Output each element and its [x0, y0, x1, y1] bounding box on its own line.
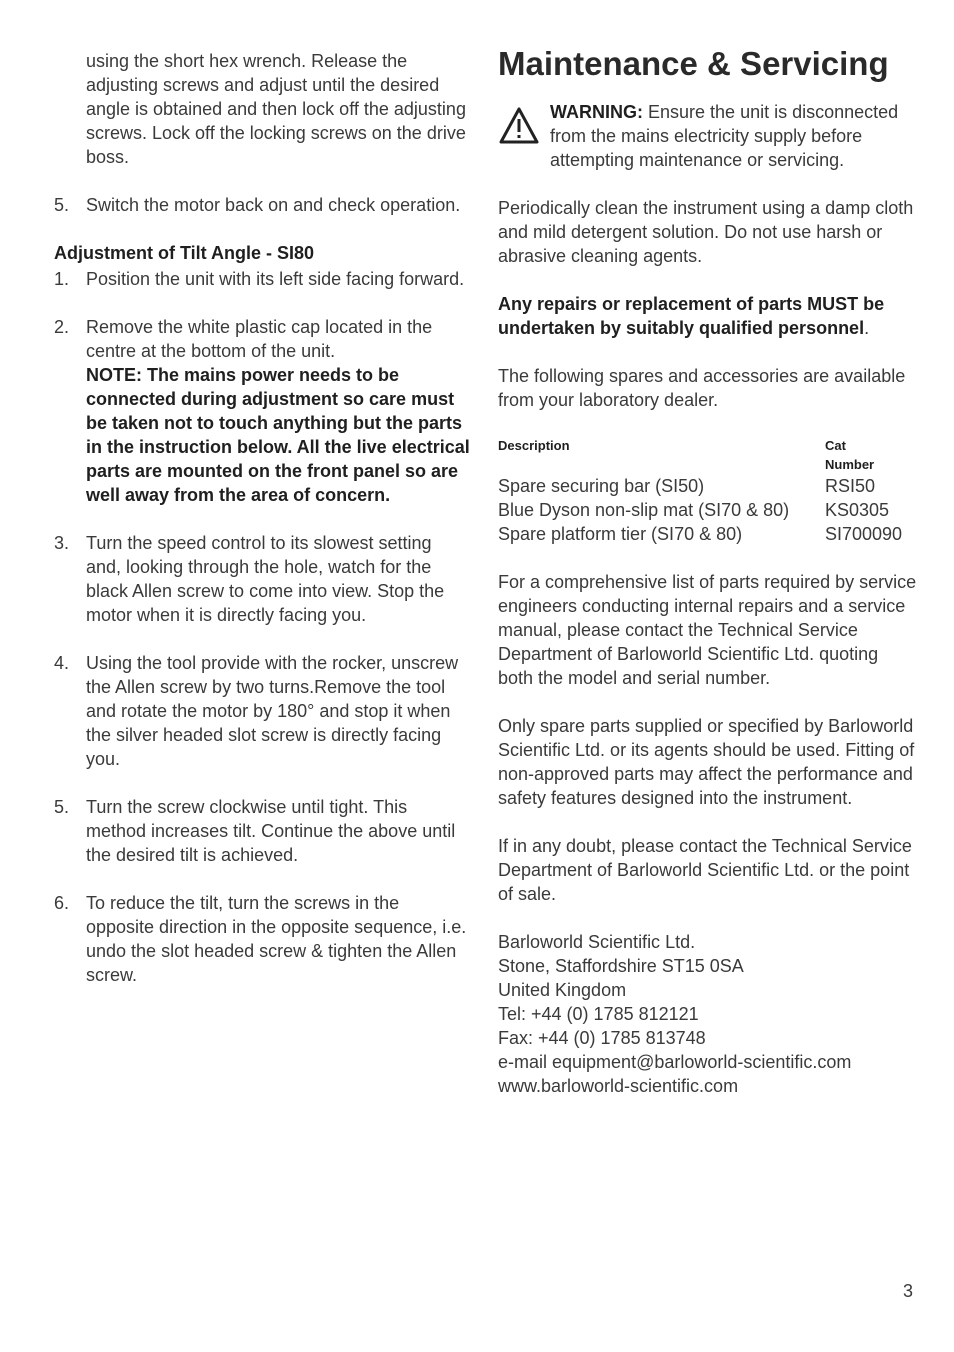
- step-text: To reduce the tilt, turn the screws in the opposite direction in the opposite sequence, i.e. undo the slot headed screw & tighten the Allen screw.: [86, 893, 467, 985]
- column-header-description: Description: [498, 438, 570, 453]
- right-column: [498, 42, 918, 1098]
- approved-parts-paragraph: Only spare parts supplied or specified by Barloworld Scientific Ltd. or its agents should be used. Fitting of non-approved parts may affect the performance and safety features designed into the instrument.: [498, 716, 915, 808]
- company-address: [498, 930, 918, 1098]
- step-text: Turn the speed control to its slowest setting and, looking through the hole, watch for the black Allen screw to come into view. Stop the motor when it is directly facing you.: [86, 533, 445, 625]
- section-heading-tilt: Adjustment of Tilt Angle - SI80: [54, 243, 315, 263]
- tilt-step-5: [54, 795, 470, 867]
- cleaning-paragraph: Periodically clean the instrument using a damp cloth and mild detergent solution. Do not use harsh or abrasive cleaning agents.: [498, 198, 914, 266]
- tilt-step-4: [54, 651, 470, 771]
- address-email: e-mail equipment@barloworld-scientific.com: [498, 1052, 852, 1072]
- repairs-notice: Any repairs or replacement of parts MUST be undertaken by suitably qualified personnel: [498, 294, 885, 338]
- address-tel: Tel: +44 (0) 1785 812121: [498, 1004, 699, 1024]
- tilt-step-6: [54, 891, 470, 987]
- address-website: www.barloworld-scientific.com: [498, 1076, 739, 1096]
- step-5-motor: [54, 193, 470, 217]
- spare-cat-number: SI700090: [825, 524, 903, 544]
- table-row: [498, 474, 918, 498]
- parts-list-paragraph: For a comprehensive list of parts required by service engineers conducting internal repairs and a service manual, please contact the Technical Service Department of Barloworld Scientific Ltd. quoting both the model and serial number.: [498, 572, 917, 688]
- address-town: Stone, Staffordshire ST15 0SA: [498, 956, 744, 976]
- spares-table: [498, 436, 918, 546]
- step-number: 1.: [54, 269, 70, 289]
- address-fax: Fax: +44 (0) 1785 813748: [498, 1028, 706, 1048]
- safety-note: NOTE: The mains power needs to be connected during adjustment so care must be taken not to touch anything but the parts in the instruction below. All the live electrical parts are mounted on the front panel so are well away from the area of concern.: [86, 365, 470, 505]
- step-number: 6.: [54, 893, 70, 913]
- left-column: [54, 49, 470, 1011]
- warning-label: WARNING:: [550, 102, 643, 122]
- repairs-paragraph: [498, 292, 918, 340]
- table-header-row: [498, 436, 918, 474]
- spare-cat-number: RSI50: [825, 476, 876, 496]
- page-title: Maintenance & Servicing: [498, 45, 889, 82]
- spare-cat-number: KS0305: [825, 500, 890, 520]
- step-number: 3.: [54, 533, 70, 553]
- step-number: 5.: [54, 797, 70, 817]
- step-text: Remove the white plastic cap located in the centre at the bottom of the unit.: [86, 317, 433, 361]
- step-number: 5.: [54, 195, 70, 215]
- column-header-number: Number: [825, 457, 875, 472]
- step-text: Turn the screw clockwise until tight. This method increases tilt. Continue the above until the desired tilt is achieved.: [86, 797, 456, 865]
- tilt-step-3: [54, 531, 470, 627]
- warning-box: [498, 100, 918, 172]
- column-header-cat-number: [825, 436, 918, 474]
- warning-triangle-icon: [498, 106, 540, 146]
- repairs-period: .: [864, 318, 870, 338]
- table-row: [498, 522, 918, 546]
- spares-intro: The following spares and accessories are available from your laboratory dealer.: [498, 366, 906, 410]
- contact-paragraph: If in any doubt, please contact the Technical Service Department of Barloworld Scientific Ltd. or the point of sale.: [498, 836, 912, 904]
- spare-description: Blue Dyson non-slip mat (SI70 & 80): [498, 500, 790, 520]
- warning-text: Ensure the unit is disconnected from the mains electricity supply before attempting maintenance or servicing.: [550, 102, 899, 170]
- address-company: Barloworld Scientific Ltd.: [498, 932, 696, 952]
- step-text: Switch the motor back on and check operation.: [86, 195, 461, 215]
- step-number: 4.: [54, 653, 70, 673]
- address-country: United Kingdom: [498, 980, 627, 1000]
- column-header-cat: Cat: [825, 438, 846, 453]
- tilt-step-2: [54, 315, 470, 507]
- tilt-step-1: [54, 267, 470, 291]
- step-text: Position the unit with its left side facing forward.: [86, 269, 465, 289]
- table-row: [498, 498, 918, 522]
- step-number: 2.: [54, 317, 70, 337]
- spare-description: Spare platform tier (SI70 & 80): [498, 524, 743, 544]
- page-number: 3: [903, 1281, 914, 1301]
- continuation-text: using the short hex wrench. Release the adjusting screws and adjust until the desired angle is obtained and then lock off the adjusting screws. Lock off the locking screws on the drive boss.: [86, 51, 466, 167]
- step-text: Using the tool provide with the rocker, unscrew the Allen screw by two turns.Remove the tool and rotate the motor by 180° and stop it when the silver headed slot screw is directly facing you.: [86, 653, 459, 769]
- spare-description: Spare securing bar (SI50): [498, 476, 705, 496]
